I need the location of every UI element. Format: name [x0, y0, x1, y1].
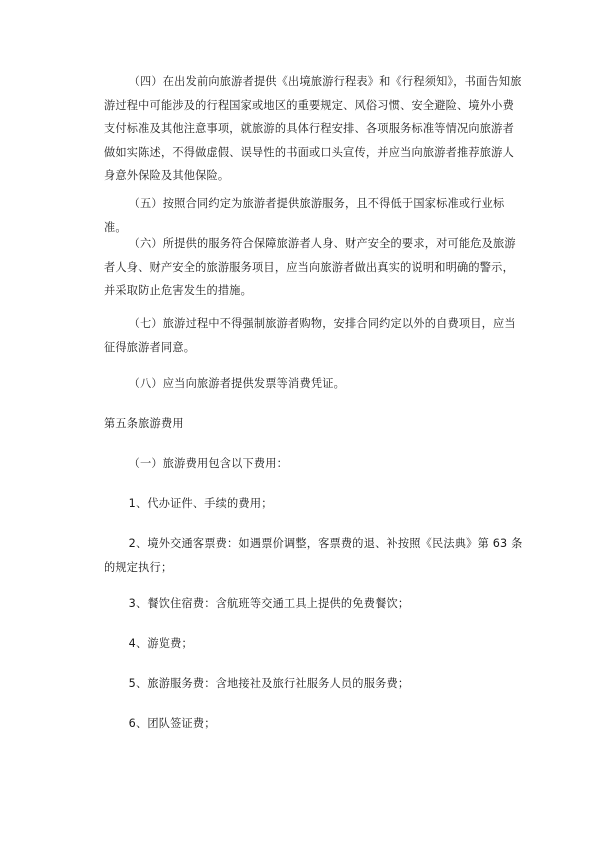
paragraph-item-4: （四）在出发前向旅游者提供《出境旅游行程表》和《行程须知》，书面告知旅游过程中可能涉及的行程国家或地区的重要规定、风俗习惯、安全避险、境外小费支付标准及其他注意事项，就旅游的具体行程安排、各项服务标准等情况向旅游者做如实陈述，不得做虚假、误导性的书面或口头宣传，并应当向旅游者推荐旅游人身意外保险及其他保险。 [104, 75, 522, 182]
paragraph-item-8: （八）应当向旅游者提供发票等消费凭证。 [128, 377, 345, 390]
paragraph-item-5: （五）按照合同约定为旅游者提供旅游服务，且不得低于国家标准或行业标准。 [104, 197, 505, 234]
fee-item-3: 3、餐饮住宿费：含航班等交通工具上提供的免费餐饮； [128, 597, 410, 610]
paragraph-item-6: （六）所提供的服务符合保障旅游者人身、财产安全的要求，对可能危及旅游者人身、财产安全的旅游服务项目，应当向旅游者做出真实的说明和明确的警示，并采取防止危害发生的措施。 [104, 237, 516, 297]
fee-item-4: 4、游览费； [128, 637, 193, 650]
paragraph-fee-intro: （一）旅游费用包含以下费用： [128, 457, 289, 470]
paragraph-item-7: （七）旅游过程中不得强制旅游者购物，安排合同约定以外的自费项目，应当征得旅游者同意。 [104, 317, 516, 354]
section-heading: 第五条旅游费用 [104, 417, 184, 430]
fee-item-1: 1、代办证件、手续的费用； [128, 497, 273, 510]
fee-item-6: 6、团队签证费； [128, 717, 216, 730]
fee-item-5: 5、旅游服务费：含地接社及旅行社服务人员的服务费； [128, 677, 410, 690]
fee-item-2: 2、境外交通客票费：如遇票价调整，客票费的退、补按照《民法典》第 63 条的规定执行； [104, 537, 523, 574]
